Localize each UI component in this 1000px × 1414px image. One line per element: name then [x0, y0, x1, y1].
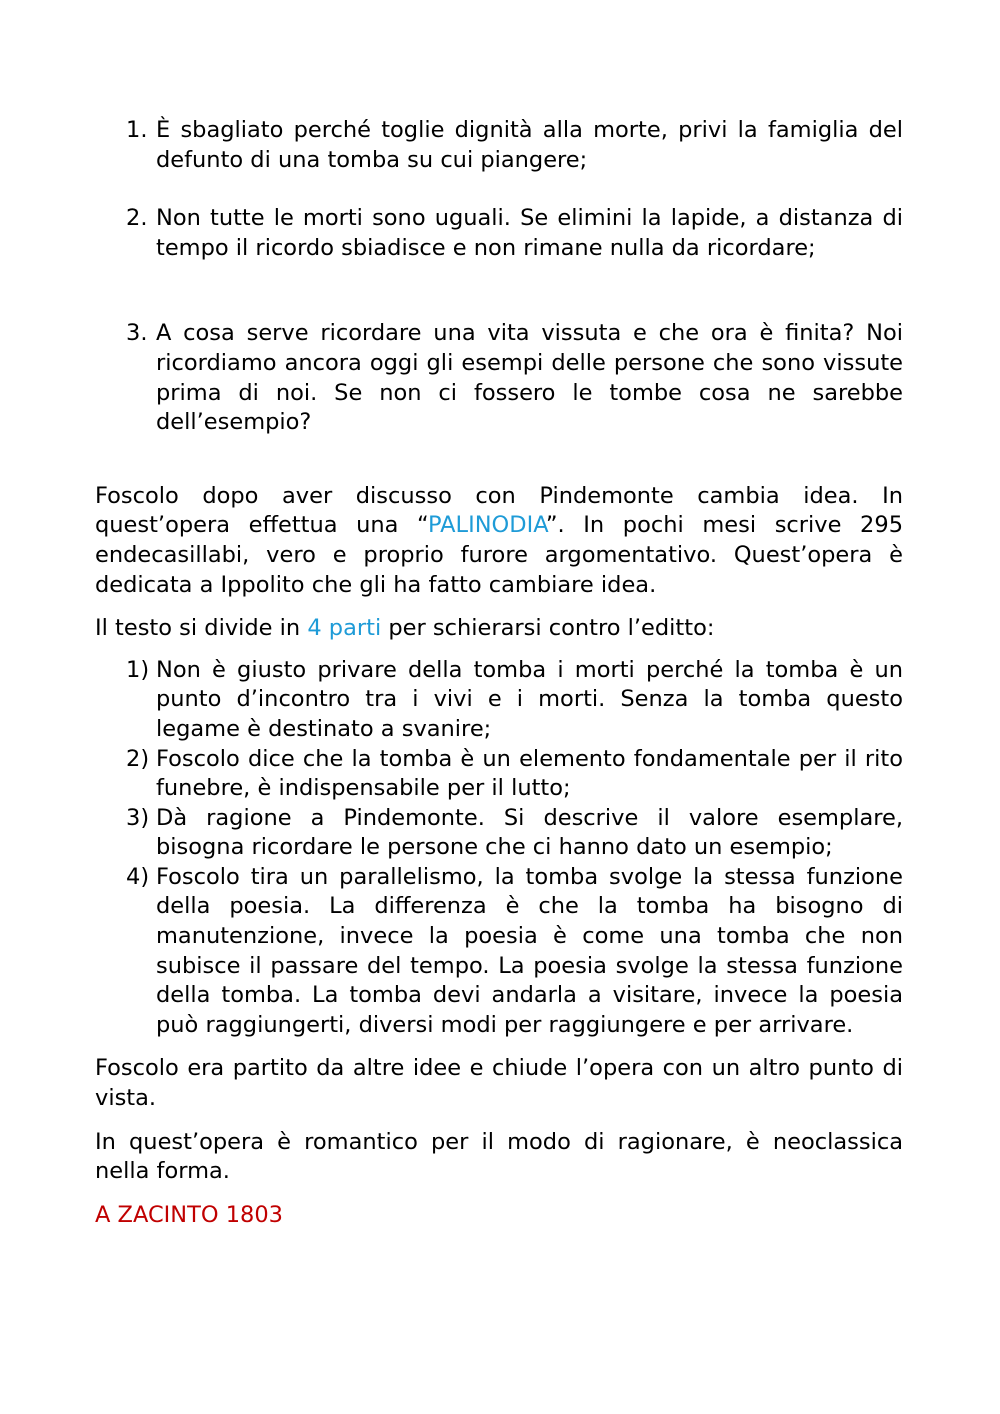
list-item	[95, 116, 903, 175]
paragraph-text: per schierarsi contro l’editto:	[381, 615, 715, 642]
four-parts-highlight: 4 parti	[307, 615, 382, 642]
list-item	[95, 204, 903, 263]
list-item	[95, 804, 903, 863]
list-item-text: A cosa serve ricordare una vita vissuta e che ora è finita? Noi ricordiamo ancora oggi gli esempi delle persone che sono vissute prima di noi. Se non ci fossero le tombe cosa ne sarebbe dell’esempio?	[156, 320, 903, 436]
paragraph-text: Foscolo dopo aver discusso con Pindemonte cambia idea. In quest’opera effettua una “	[95, 482, 903, 539]
list-marker: 1)	[126, 656, 150, 683]
parts-list	[95, 656, 903, 1041]
list-item-text: Non è giusto privare della tomba i morti perché la tomba è un punto d’incontro tra i vivi e i morti. Senza la tomba questo legame è destinato a svanire;	[156, 656, 903, 742]
list-item-text: Foscolo tira un parallelismo, la tomba svolge la stessa funzione della poesia. La differenza è che la tomba ha bisogno di manutenzione, invece la poesia è come una tomba che non subisce il passare del tempo. La poesia svolge la stessa funzione della tomba. La tomba devi andarla a visitare, invece la poesia può raggiungerti, diversi modi per raggiungere e per arrivare.	[156, 863, 903, 1038]
closing-paragraph: Foscolo era partito da altre idee e chiude l’opera con un altro punto di vista.	[95, 1055, 903, 1112]
list-marker: 1.	[126, 117, 148, 143]
list-item-text: Foscolo dice che la tomba è un elemento fondamentale per il rito funebre, è indispensabile per il lutto;	[156, 745, 903, 802]
parts-intro-paragraph	[95, 614, 903, 644]
list-marker: 4)	[126, 863, 150, 890]
list-item-text: Non tutte le morti sono uguali. Se elimini la lapide, a distanza di tempo il ricordo sbiadisce e non rimane nulla da ricordare;	[156, 205, 903, 261]
list-item-text: Dà ragione a Pindemonte. Si descrive il valore esemplare, bisogna ricordare le persone che ci hanno dato un esempio;	[156, 804, 903, 861]
list-item	[95, 656, 903, 745]
palinodia-highlight: PALINODIA	[428, 512, 546, 539]
list-marker: 3.	[126, 320, 148, 347]
closing-paragraph: In quest’opera è romantico per il modo di ragionare, è neoclassica nella forma.	[95, 1128, 903, 1185]
list-item	[95, 745, 903, 804]
list-marker: 2)	[126, 745, 150, 772]
list-item	[95, 863, 903, 1041]
list-marker: 3)	[126, 804, 150, 831]
section-heading: A ZACINTO 1803	[95, 1201, 283, 1228]
list-marker: 2.	[126, 205, 148, 232]
palinodia-paragraph	[95, 482, 903, 600]
document-page	[95, 116, 903, 1230]
list-item	[95, 319, 903, 437]
list-item-text: È sbagliato perché toglie dignità alla morte, privi la famiglia del defunto di una tomba su cui piangere;	[156, 117, 903, 173]
paragraph-text: ”. In pochi mesi scrive 295 endecasillabi, vero e proprio furore argomentativo. Quest’opera è dedicata a Ippolito che gli ha fatto cambiare idea.	[95, 512, 904, 598]
objections-list	[95, 116, 903, 438]
paragraph-text: Il testo si divide in	[95, 615, 308, 642]
